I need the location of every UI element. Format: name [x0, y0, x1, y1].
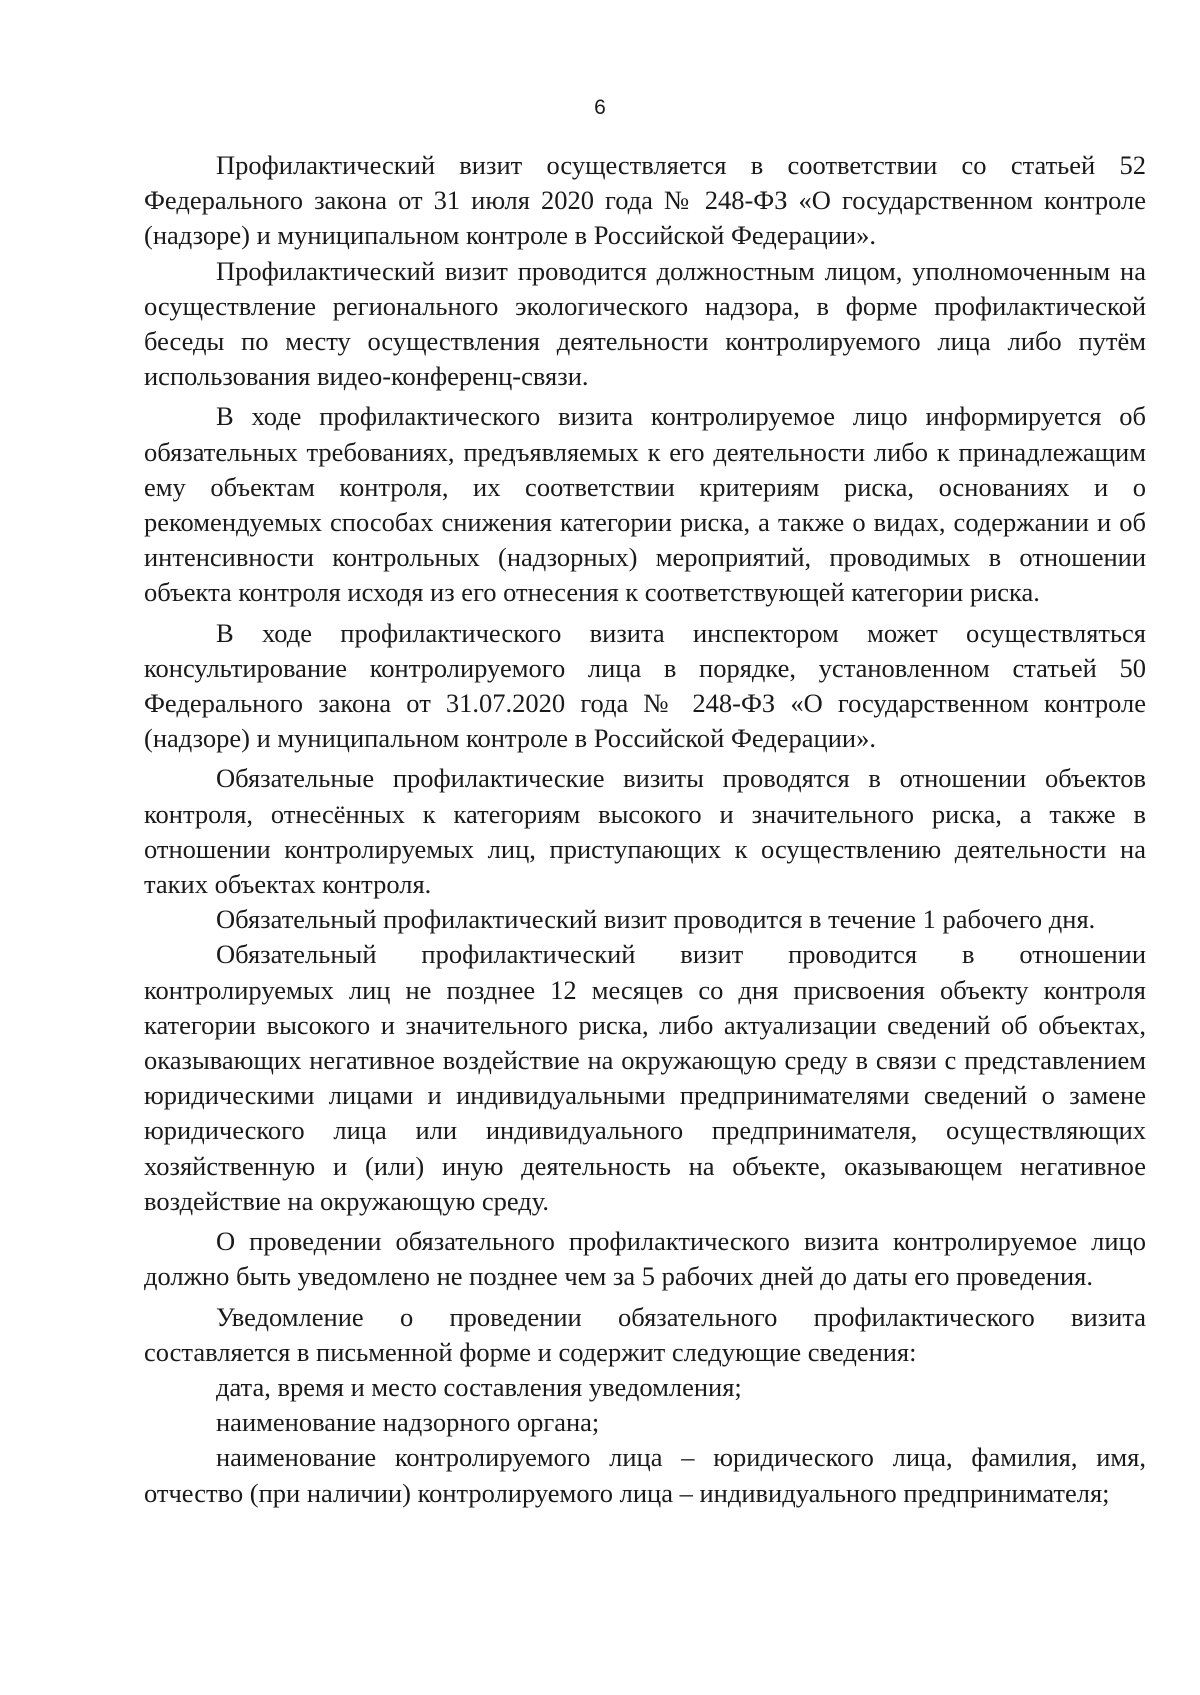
- page-number: 6: [594, 96, 606, 119]
- paragraph-3: В ходе профилактического визита контролируемое лицо информируется об обязательных требованиях, предъявляемых к его деятельности либо к принадлежащим ему объектам контроля, их соответствии критериям риска, основаниях и о рекомендуемых способах снижения категории риска, а также о видах, содержании и об интенсивности контрольных (надзорных) мероприятий, проводимых в отношении объекта контроля исходя из его отнесения к соответствующей категории риска.: [144, 401, 1146, 608]
- document-text: [144, 148, 1146, 1511]
- paragraph-4: В ходе профилактического визита инспектором может осуществляться консультирование контролируемого лица в порядке, установленном статьей 50 Федерального закона от 31.07.2020 года № 248-ФЗ «О государственном контроле (надзоре) и муниципальном контроле в Российской Федерации».: [144, 617, 1146, 754]
- paragraph-7: Обязательный профилактический визит проводится в отношении контролируемых лиц не позднее 12 месяцев со дня присвоения объекту контроля категории высокого и значительного риска, либо актуализации сведений об объектах, оказывающих негативное воздействие на окружающую среду в связи с представлением юридическими лицами и индивидуальными предпринимателями сведений о замене юридического лица или индивидуального предпринимателя, осуществляющих хозяйственную и (или) иную деятельность на объекте, оказывающем негативное воздействие на окружающую среду.: [144, 939, 1146, 1216]
- paragraph-5: Обязательные профилактические визиты проводятся в отношении объектов контроля, отнесённых к категориям высокого и значительного риска, а также в отношении контролируемых лиц, приступающих к осуществлению деятельности на таких объектах контроля.: [144, 763, 1146, 900]
- paragraph-6: Обязательный профилактический визит проводится в течение 1 рабочего дня.: [216, 904, 1096, 935]
- list-item-2: наименование надзорного органа;: [216, 1407, 600, 1438]
- list-item-1: дата, время и место составления уведомления;: [216, 1371, 742, 1402]
- paragraph-9: Уведомление о проведении обязательного профилактического визита составляется в письменной форме и содержит следующие сведения:: [144, 1301, 1146, 1367]
- paragraph-1: Профилактический визит осуществляется в соответствии со статьей 52 Федерального закона от 31 июля 2020 года № 248-ФЗ «О государственном контроле (надзоре) и муниципальном контроле в Российской Федерации».: [144, 150, 1146, 251]
- paragraph-8: О проведении обязательного профилактического визита контролируемое лицо должно быть уведомлено не позднее чем за 5 рабочих дней до даты его проведения.: [144, 1226, 1146, 1292]
- list-item-3: наименование контролируемого лица – юридического лица, фамилия, имя, отчество (при наличии) контролируемого лица – индивидуального предпринимателя;: [144, 1442, 1146, 1508]
- paragraph-2: Профилактический визит проводится должностным лицом, уполномоченным на осуществление регионального экологического надзора, в форме профилактической беседы по месту осуществления деятельности контролируемого лица либо путём использования видео-конференц-связи.: [144, 255, 1146, 392]
